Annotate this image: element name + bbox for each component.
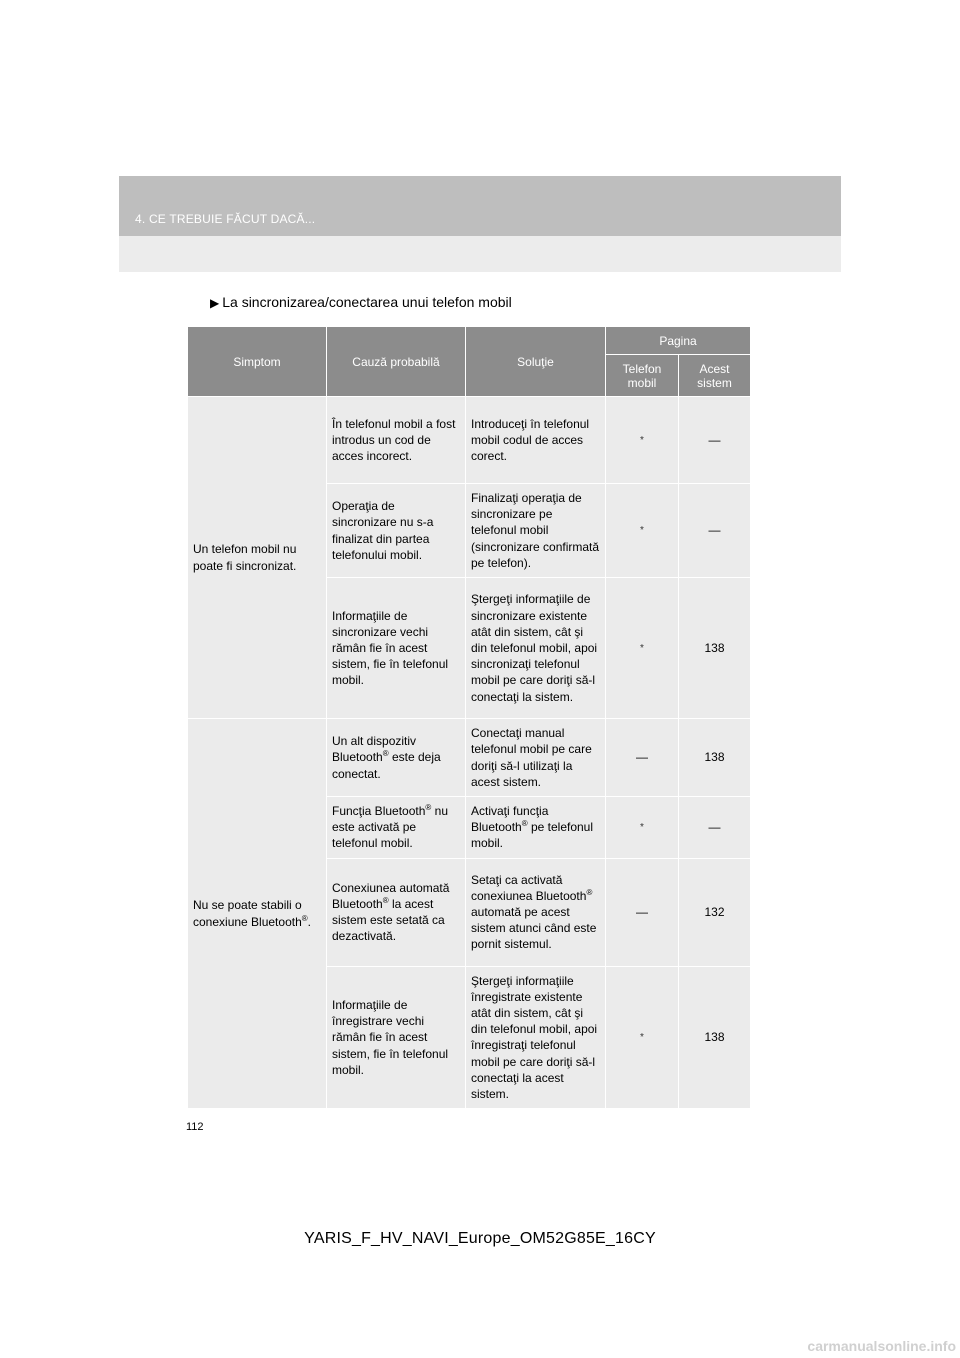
header-page-system: Acest sistem — [679, 355, 751, 397]
system-page-cell: 138 — [679, 966, 751, 1109]
troubleshooting-table — [187, 326, 751, 1109]
table-row — [188, 719, 751, 797]
asterisk-icon: * — [640, 434, 644, 446]
header-symptom: Simptom — [188, 327, 327, 397]
page-number: 112 — [186, 1121, 204, 1133]
cause-cell: În telefonul mobil a fost introdus un cod de acces incorect. — [327, 397, 466, 484]
solution-cell: Conectaţi manual telefonul mobil pe care doriţi să-l utilizaţi la acest sistem. — [466, 719, 606, 797]
cause-cell: Conexiunea automată Bluetooth® la acest sistem este setată ca dezactivată. — [327, 858, 466, 966]
asterisk-icon: * — [640, 525, 644, 537]
asterisk-icon: * — [640, 1032, 644, 1044]
asterisk-icon: * — [640, 822, 644, 834]
solution-cell: Activaţi funcţia Bluetooth® pe telefonul mobil. — [466, 797, 606, 859]
phone-page-cell — [606, 966, 679, 1109]
asterisk-icon: * — [640, 642, 644, 654]
solution-cell: Setaţi ca activată conexiunea Bluetooth® automată pe acest sistem atunci când este pornit sistemul. — [466, 858, 606, 966]
symptom-cell: Nu se poate stabili o conexiune Bluetooth®. — [188, 719, 327, 1109]
system-page-cell: 138 — [679, 719, 751, 797]
section-heading-text: La sincronizarea/conectarea unui telefon mobil — [222, 294, 512, 310]
system-page-cell: — — [679, 397, 751, 484]
header-page-phone: Telefon mobil — [606, 355, 679, 397]
system-page-cell: 132 — [679, 858, 751, 966]
cause-cell: Funcţia Bluetooth® nu este activată pe telefonul mobil. — [327, 797, 466, 859]
header-page: Pagina — [606, 327, 751, 355]
phone-page-cell — [606, 484, 679, 578]
system-page-cell: 138 — [679, 578, 751, 719]
phone-page-cell — [606, 797, 679, 859]
watermark-logo: carmanualsonline.info — [807, 1338, 956, 1354]
system-page-cell: — — [679, 797, 751, 859]
system-page-cell: — — [679, 484, 751, 578]
cause-cell: Un alt dispozitiv Bluetooth® este deja conectat. — [327, 719, 466, 797]
cause-cell: Informaţiile de sincronizare vechi rămân fie în acest sistem, fie în telefonul mobil. — [327, 578, 466, 719]
section-heading — [210, 294, 512, 310]
cause-cell: Informaţiile de înregistrare vechi rămân fie în acest sistem, fie în telefonul mobil. — [327, 966, 466, 1109]
solution-cell: Introduceţi în telefonul mobil codul de acces corect. — [466, 397, 606, 484]
phone-page-cell — [606, 397, 679, 484]
cause-cell: Operaţia de sincronizare nu s-a finalizat din partea telefonului mobil. — [327, 484, 466, 578]
triangle-right-icon: ▶ — [210, 296, 220, 310]
header-cause: Cauză probabilă — [327, 327, 466, 397]
phone-page-cell — [606, 578, 679, 719]
document-code: YARIS_F_HV_NAVI_Europe_OM52G85E_16CY — [304, 1230, 656, 1247]
symptom-cell: Un telefon mobil nu poate fi sincronizat. — [188, 397, 327, 719]
solution-cell: Ştergeţi informaţiile înregistrate existente atât din sistem, cât şi din telefonul mobil, apoi înregistraţi telefonul mobil pe care doriţi să-l conectaţi la acest sistem. — [466, 966, 606, 1109]
phone-page-cell: — — [606, 719, 679, 797]
solution-cell: Ştergeţi informaţiile de sincronizare existente atât din sistem, cât şi din telefonul mobil, apoi sincronizaţi telefonul mobil pe care doriţi să-l conectaţi la sistem. — [466, 578, 606, 719]
header-solution: Soluţie — [466, 327, 606, 397]
chapter-header — [119, 176, 841, 272]
chapter-header-bar — [119, 176, 841, 236]
chapter-title: 4. CE TREBUIE FĂCUT DACĂ... — [135, 212, 316, 226]
table-row — [188, 397, 751, 484]
phone-page-cell: — — [606, 858, 679, 966]
solution-cell: Finalizaţi operaţia de sincronizare pe telefonul mobil (sincronizare confirmată pe telefon). — [466, 484, 606, 578]
